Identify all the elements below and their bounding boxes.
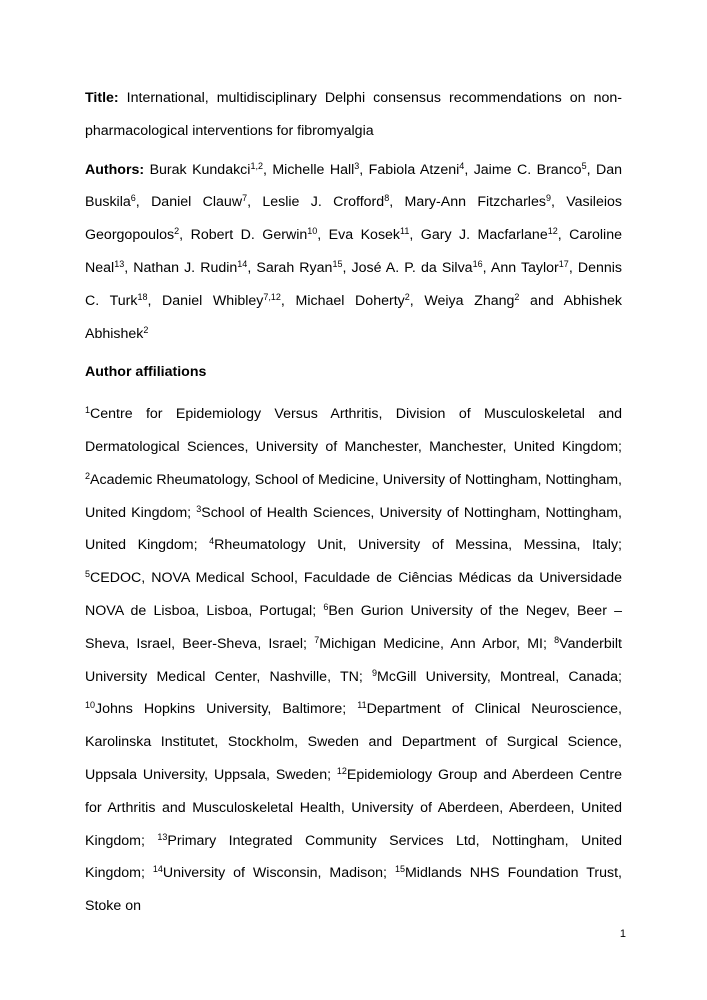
affiliation-text: Centre for Epidemiology Versus Arthritis, Division of Musculoskeletal and Dermatological Sciences, University of Manchester, Manchester, United Kingdom; (85, 406, 622, 455)
author-affiliation-number: 6 (130, 193, 136, 204)
author-separator: and (519, 292, 564, 309)
authors-label: Authors: (85, 161, 145, 178)
author-entry (405, 194, 567, 210)
author-separator: , (482, 259, 491, 276)
affiliation-text: Department of Clinical Neuroscience, Karolinska Institutet, Stockholm, Sweden and Department of Surgical Science, Uppsala University, Uppsala, Sweden; (85, 701, 622, 783)
authors-paragraph (85, 154, 622, 351)
affiliation-text: Vanderbilt University Medical Center, Nashville, TN; (85, 635, 622, 685)
author-name: Nathan J. Rudin (133, 259, 238, 276)
author-affiliation-number: 11 (400, 226, 410, 237)
author-affiliation-number: 2 (143, 324, 149, 335)
author-affiliation-number: 3 (354, 160, 360, 171)
affiliation-entry (85, 406, 622, 455)
affiliation-text: CEDOC, NOVA Medical School, Faculdade de Ciências Médicas da Universidade NOVA de Lisboa, Lisboa, Portugal; (85, 570, 622, 619)
affiliation-text: Epidemiology Group and Aberdeen Centre for Arthritis and Musculoskeletal Health, University of Aberdeen, Aberdeen, United Kingdom; (85, 766, 622, 849)
author-affiliation-number: 17 (558, 258, 569, 269)
affiliation-number: 14 (152, 864, 163, 875)
author-separator: , (550, 194, 567, 211)
affiliation-number: 1 (85, 405, 91, 416)
author-name: Sarah Ryan (256, 259, 333, 276)
author-affiliation-number: 16 (472, 258, 483, 269)
author-affiliation-number: 8 (384, 193, 390, 204)
affiliation-text: McGill University, Montreal, Canada; (377, 668, 622, 685)
author-separator: , (409, 292, 425, 309)
author-entry (352, 260, 491, 276)
affiliation-text: Midlands NHS Foundation Trust, Stoke on (85, 865, 622, 915)
author-affiliation-number: 9 (545, 193, 551, 204)
affiliation-text: Academic Rheumatology, School of Medicine, University of Nottingham, Nottingham, United Kingdom; (85, 471, 622, 521)
author-list (85, 162, 622, 342)
author-separator: , (557, 227, 570, 244)
author-entry (262, 194, 404, 210)
page-number: 1 (619, 928, 626, 940)
affiliation-entry (372, 669, 622, 685)
author-affiliation-number: 1,2 (250, 160, 263, 171)
affiliation-list (85, 398, 622, 923)
author-entry (474, 162, 596, 178)
affiliation-number: 12 (336, 765, 347, 776)
author-affiliation-number: 14 (237, 258, 248, 269)
author-affiliation-number: 2 (514, 291, 520, 302)
affiliation-entry (209, 537, 622, 553)
author-name: Caroline Neal (85, 227, 622, 276)
author-affiliation-number: 7,12 (263, 291, 281, 302)
affiliation-number: 4 (209, 536, 215, 547)
affiliation-number: 3 (196, 503, 202, 514)
author-entry (150, 162, 273, 178)
title-paragraph (85, 82, 622, 148)
author-name: Eva Kosek (328, 227, 401, 244)
author-entry (151, 194, 262, 210)
author-separator: , (342, 259, 352, 276)
author-entry (329, 227, 421, 243)
author-entry (272, 162, 368, 178)
author-name: Mary-Ann Fitzcharles (404, 194, 546, 211)
affiliation-number: 5 (85, 569, 91, 580)
affiliation-entry (314, 636, 554, 652)
author-separator: , (147, 292, 163, 309)
affiliation-number: 8 (554, 634, 560, 645)
author-name: Daniel Whibley (162, 292, 264, 309)
author-entry (421, 227, 569, 243)
affiliation-number: 10 (85, 700, 96, 711)
page-content (85, 82, 622, 923)
author-separator: , (586, 161, 596, 178)
affiliation-number: 2 (85, 470, 91, 481)
author-separator: , (135, 194, 152, 211)
affiliation-text: Johns Hopkins University, Baltimore; (95, 701, 358, 718)
author-name: Gary J. Macfarlane (420, 227, 548, 244)
author-affiliation-number: 12 (547, 226, 558, 237)
author-affiliation-number: 7 (242, 193, 248, 204)
author-name: Fabiola Atzeni (368, 161, 460, 178)
author-separator: , (359, 161, 369, 178)
author-name: Weiya Zhang (424, 292, 515, 309)
author-entry (491, 260, 578, 276)
author-name: Abhishek Abhishek (85, 292, 622, 342)
author-separator: , (317, 227, 329, 244)
author-entry (369, 162, 474, 178)
author-name: Daniel Clauw (151, 194, 243, 211)
author-name: Robert D. Gerwin (190, 227, 308, 244)
author-name: Dennis C. Turk (85, 259, 623, 309)
affiliation-number: 7 (314, 634, 320, 645)
author-separator: , (247, 194, 263, 211)
author-name: Ann Taylor (490, 259, 559, 276)
affiliation-entry (85, 701, 357, 717)
affiliation-text: Rheumatology Unit, University of Messina, Messina, Italy; (214, 537, 622, 554)
paper-title: International, multidisciplinary Delphi consensus recommendations on non-pharmacological interventions for fibromyalgia (85, 90, 622, 139)
affiliation-number: 15 (394, 864, 405, 875)
author-separator: , (464, 161, 474, 178)
author-affiliation-number: 18 (137, 291, 148, 302)
author-entry (256, 260, 351, 276)
author-separator: , (280, 292, 296, 309)
author-affiliation-number: 4 (459, 160, 465, 171)
author-separator: , (409, 227, 421, 244)
author-entry (191, 227, 329, 243)
author-name: Leslie J. Crofford (262, 194, 385, 211)
affiliation-text: Primary Integrated Community Services Ltd, Nottingham, United Kingdom; (85, 832, 622, 882)
author-separator: , (568, 259, 578, 276)
author-separator: , (124, 259, 134, 276)
author-affiliation-number: 5 (581, 160, 587, 171)
affiliations-heading: Author affiliations (85, 364, 207, 381)
author-name: Dan Buskila (85, 161, 623, 211)
author-name: Michael Doherty (295, 292, 405, 309)
author-affiliation-number: 10 (307, 226, 318, 237)
affiliation-number: 11 (357, 700, 367, 711)
affiliation-text: University of Wisconsin, Madison; (162, 865, 395, 882)
author-entry (296, 293, 425, 309)
author-name: Michelle Hall (272, 161, 355, 178)
author-separator: , (247, 259, 257, 276)
author-separator: , (262, 161, 273, 178)
title-label: Title: (85, 90, 119, 106)
author-entry (133, 260, 256, 276)
author-name: Burak Kundakci (149, 161, 251, 178)
affiliation-entry (153, 865, 395, 881)
author-affiliation-number: 2 (404, 291, 410, 302)
affiliation-number: 6 (323, 601, 329, 612)
affiliation-text: School of Health Sciences, University of Nottingham, Nottingham, United Kingdom; (85, 504, 622, 554)
author-name: Vasileios Georgopoulos (85, 194, 622, 244)
affiliation-number: 9 (372, 667, 378, 678)
affiliation-number: 13 (157, 831, 168, 842)
author-affiliation-number: 13 (114, 258, 125, 269)
author-separator: , (389, 194, 405, 211)
author-name: Jaime C. Branco (473, 161, 582, 178)
author-entry (424, 293, 563, 309)
affiliation-text: Ben Gurion University of the Negev, Beer – Sheva, Israel, Beer-Sheva, Israel; (85, 602, 622, 652)
affiliation-text: Michigan Medicine, Ann Arbor, MI; (319, 635, 555, 652)
author-affiliation-number: 15 (332, 258, 343, 269)
author-entry (162, 293, 295, 309)
author-name: José A. P. da Silva (351, 259, 473, 276)
author-separator: , (179, 227, 191, 244)
author-affiliation-number: 2 (174, 226, 180, 237)
